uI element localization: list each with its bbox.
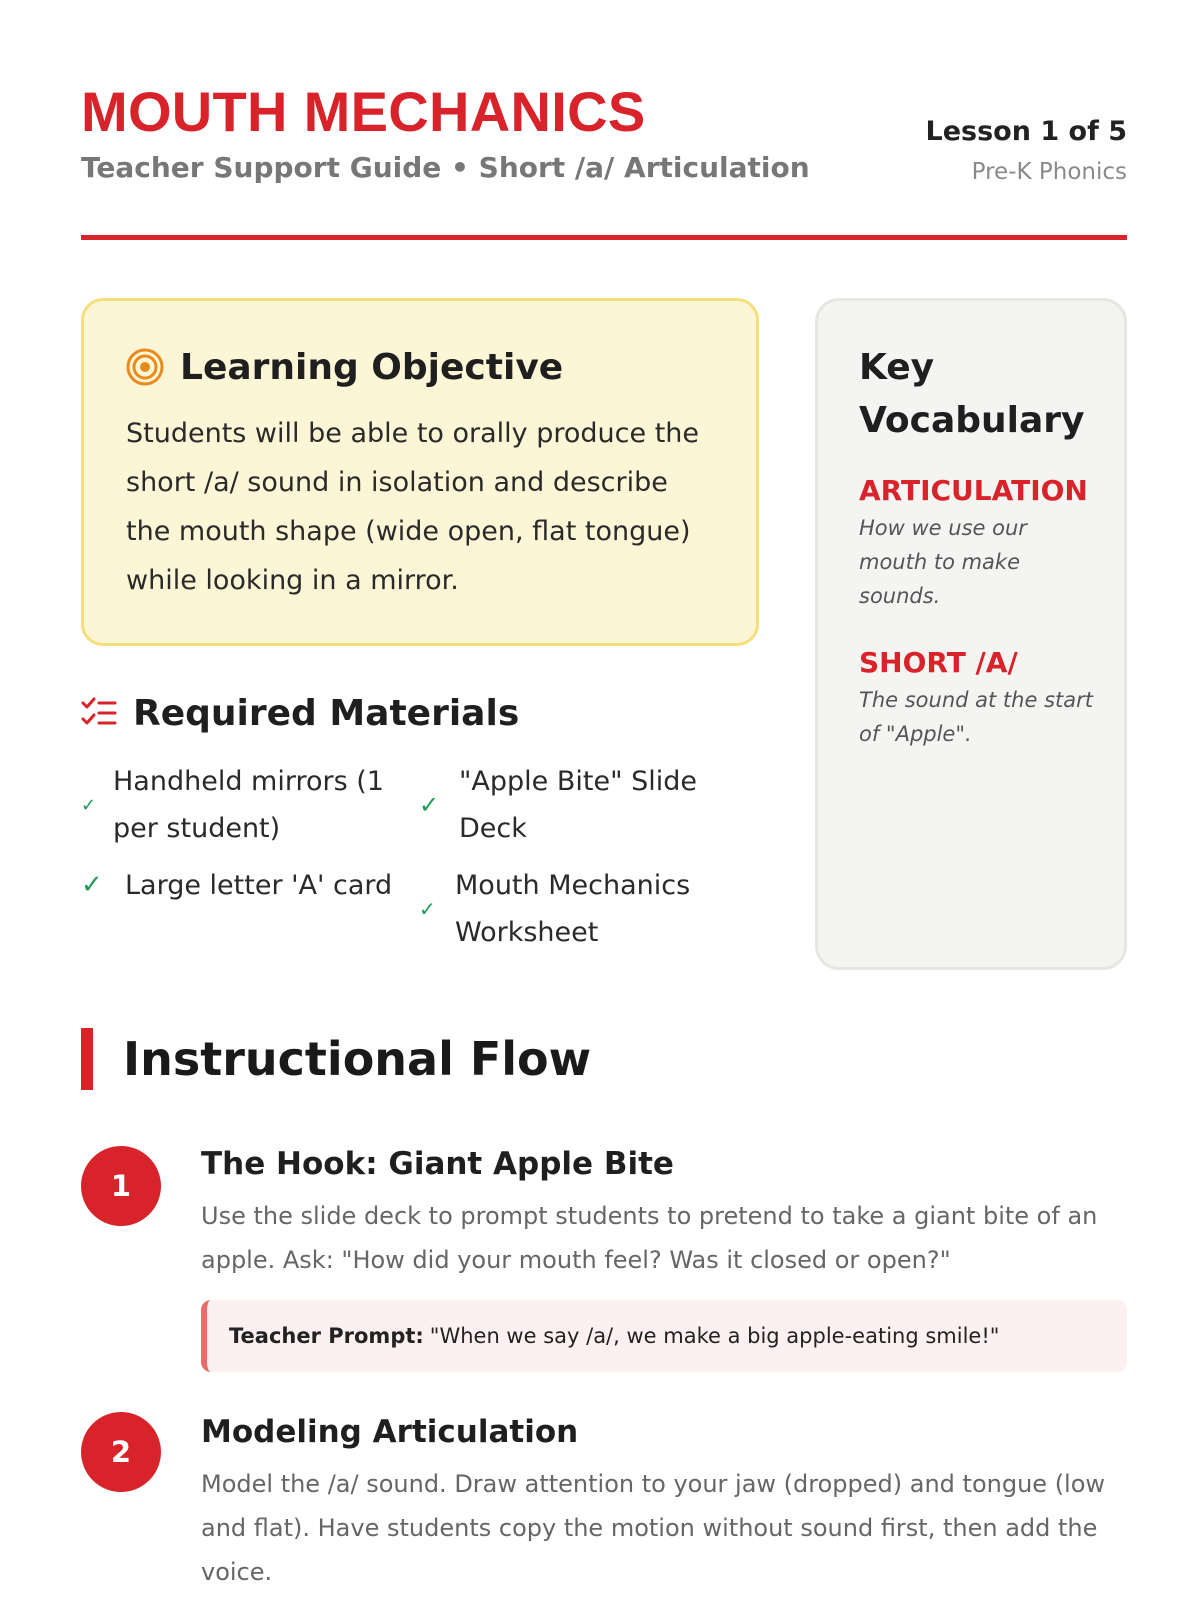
header-divider <box>81 235 1127 240</box>
check-icon: ✓ <box>419 896 436 921</box>
prompt-label: Teacher Prompt: <box>229 1324 424 1348</box>
step-title: Modeling Articulation <box>201 1414 579 1450</box>
materials-heading <box>81 688 759 738</box>
target-icon <box>126 348 164 386</box>
page-title: MOUTH MECHANICS <box>81 80 646 143</box>
step-body <box>201 1142 1127 1372</box>
check-icon: ✓ <box>419 790 440 819</box>
check-icon: ✓ <box>81 870 103 900</box>
lesson-info <box>926 112 1128 192</box>
step-number-badge: 1 <box>81 1146 161 1226</box>
material-label: Handheld mirrors (1 per student) <box>113 766 384 844</box>
material-label: Large letter 'A' card <box>125 870 393 901</box>
step-description: Use the slide deck to prompt students to pretend to take a giant bite of an apple. Ask: "How did your mouth feel? Was it closed or open?" <box>201 1202 1098 1274</box>
check-icon: ✓ <box>81 794 97 816</box>
checklist-icon <box>81 697 117 729</box>
teacher-prompt-callout <box>201 1300 1127 1372</box>
key-vocabulary-card <box>815 298 1127 970</box>
course-name: Pre-K Phonics <box>971 159 1127 185</box>
page-subtitle: Teacher Support Guide • Short /a/ Articulation <box>81 151 810 184</box>
header <box>81 78 1127 248</box>
lesson-guide-page <box>81 0 1127 1600</box>
learning-objective-card <box>81 298 759 646</box>
objective-heading <box>126 341 716 393</box>
objective-text: Students will be able to orally produce the short /a/ sound in isolation and describe the mouth shape (wide open, flat tongue) while looking in a mirror. <box>126 418 699 596</box>
prompt-text: "When we say /a/, we make a big apple-eating smile!" <box>429 1324 1000 1348</box>
section-accent-bar <box>81 1028 93 1090</box>
step-body <box>201 1410 1127 1594</box>
materials-title: Required Materials <box>133 692 520 734</box>
flow-step <box>81 1142 1127 1382</box>
flow-step <box>81 1410 1127 1600</box>
vocabulary-title: Key Vocabulary <box>859 347 1085 441</box>
step-description: Model the /a/ sound. Draw attention to your jaw (dropped) and tongue (low and flat). Have students copy the motion without sound first, then add the voice. <box>201 1470 1106 1586</box>
vocab-term: ARTICULATION <box>859 474 1088 507</box>
material-item <box>81 862 411 909</box>
objective-title: Learning Objective <box>180 346 564 388</box>
material-item <box>419 862 719 956</box>
vocab-definition: The sound at the start of "Apple". <box>859 688 1093 746</box>
material-item <box>81 758 401 852</box>
vocab-definition: How we use our mouth to make sounds. <box>859 516 1027 608</box>
section-title: Instructional Flow <box>123 1032 592 1086</box>
vocab-term: SHORT /A/ <box>859 646 1018 679</box>
step-number-badge: 2 <box>81 1412 161 1492</box>
instructional-flow-heading <box>81 1028 591 1090</box>
material-label: Mouth Mechanics Worksheet <box>455 870 691 948</box>
lesson-number: Lesson 1 of 5 <box>925 116 1127 147</box>
material-label: "Apple Bite" Slide Deck <box>459 766 697 844</box>
required-materials <box>81 688 759 988</box>
material-item <box>419 758 719 852</box>
step-title: The Hook: Giant Apple Bite <box>201 1146 674 1182</box>
